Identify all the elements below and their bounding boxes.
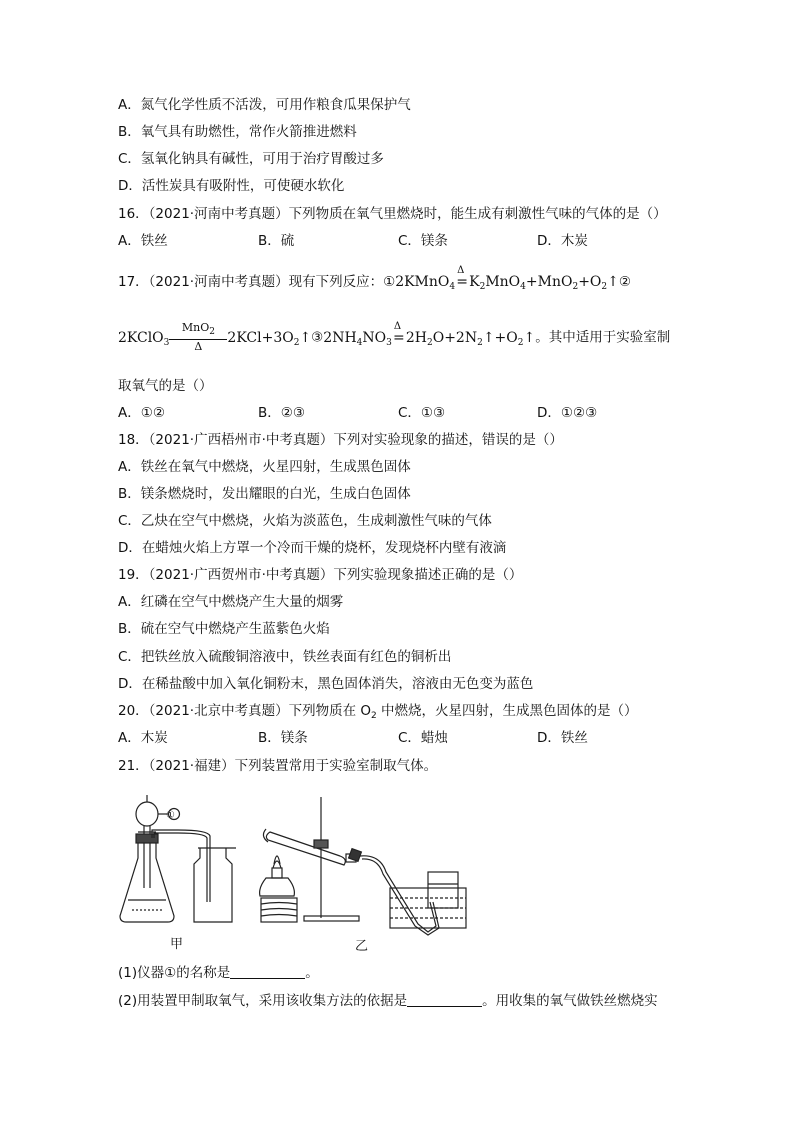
q15-option-d: D．活性炭具有吸附性，可使硬水软化: [118, 178, 345, 194]
test-tube: [266, 832, 345, 865]
gas-collection-bottle: [194, 848, 232, 922]
q17-r1-cond: Δ =: [455, 273, 469, 291]
q17-r2-products: 2KCl+3O: [227, 329, 294, 346]
q17-stem-start: 17．（2021·河南中考真题）现有下列反应：: [118, 274, 384, 290]
q21-sub2-text: (2)用装置甲制取氧气，采用该收集方法的依据是: [118, 993, 408, 1009]
q21-sub1: [118, 964, 319, 982]
q17-r2-cat-top: MnO: [181, 321, 210, 334]
q17-r2-prefix: ②: [618, 274, 631, 290]
q17-stem-line1: [118, 265, 631, 296]
q21-stem: 21．（2021·福建）下列装置常用于实验室制取气体。: [118, 758, 438, 774]
rubber-stopper: [136, 834, 158, 843]
q17-option-a: A．①②: [118, 405, 165, 421]
q17-reaction-1: 2KMnO$_4$ Δ $=K_2MnO_4+MnO_2+O_2↑$: [395, 274, 619, 290]
q16-option-a: A．铁丝: [118, 233, 168, 249]
q17-stem-end: 。其中适用于实验室制: [535, 329, 671, 346]
q17-r3-prefix: ③: [311, 329, 324, 346]
apparatus-figure: [118, 792, 658, 942]
q16-stem: 16．（2021·河南中考真题）下列物质在氧气里燃烧时，能生成有刺激性气味的气体的是（）: [118, 206, 667, 222]
q17-option-b: B．②③: [258, 405, 305, 421]
q17-r3-cond: Δ =: [392, 329, 406, 347]
q17-option-c: C．①③: [398, 405, 446, 421]
q18-option-a: A．铁丝在氧气中燃烧，火星四射，生成黑色固体: [118, 459, 411, 475]
q15-option-b: B．氧气具有助燃性，常作火箭推进燃料: [118, 124, 357, 140]
q17-reaction-3: $2NH_4NO_3$ Δ $=2H_2O+2N_2↑+O_2↑$: [323, 330, 535, 346]
q20-stem-a: 20．（2021·北京中考真题）下列物质在 O: [118, 703, 371, 719]
q21-sub2: [118, 992, 658, 1010]
q17-r3-reactant: 2NH: [323, 329, 357, 346]
q20-option-c: C．蜡烛: [398, 730, 448, 746]
q17-r1-products: K: [469, 274, 480, 290]
q17-r3-products: 2H: [405, 329, 427, 346]
q20-stem: 20．（2021·北京中考真题）下列物质在 $O_2$ 中燃烧，火星四射，生成黑色固体的是（）: [118, 703, 638, 721]
q18-option-d: D．在蜡烛火焰上方罩一个冷而干燥的烧杯，发现烧杯内壁有液滴: [118, 540, 507, 556]
q16-option-c: C．镁条: [398, 233, 448, 249]
q17-r2-cat-bottom: Δ: [194, 340, 203, 353]
q21-sub2-end: 。用收集的氧气做铁丝燃烧实: [482, 993, 658, 1009]
q20-stem-b: 中燃烧，火星四射，生成黑色固体的是（）: [381, 703, 638, 719]
q19-stem: 19．（2021·广西贺州市·中考真题）下列实验现象描述正确的是（）: [118, 567, 523, 583]
q18-stem: 18．（2021·广西梧州市·中考真题）下列对实验现象的描述，错误的是（）: [118, 432, 563, 448]
q20-option-b: B．镁条: [258, 730, 308, 746]
q17-r3-cond-text: Δ: [393, 320, 402, 332]
conical-flask: [120, 843, 174, 922]
q20-option-a: A．木炭: [118, 730, 168, 746]
q17-r1-reactant: 2KMnO: [395, 274, 450, 290]
figure-label-yi: 乙: [355, 939, 369, 954]
q16-option-d: D．木炭: [537, 233, 588, 249]
q18-option-c: C．乙炔在空气中燃烧，火焰为淡蓝色，生成刺激性气味的气体: [118, 513, 492, 529]
q19-option-a: A．红磷在空气中燃烧产生大量的烟雾: [118, 594, 344, 610]
q21-sub1-text: (1)仪器①的名称是: [118, 965, 231, 981]
q19-option-c: C．把铁丝放入硫酸铜溶液中，铁丝表面有红色的铜析出: [118, 649, 452, 665]
q15-option-c: C．氢氧化钠具有碱性，可用于治疗胃酸过多: [118, 151, 384, 167]
answer-blank-1[interactable]: [230, 964, 305, 979]
q17-r2-reactant: 2KClO: [118, 329, 164, 346]
q15-option-a: A．氮气化学性质不活泼，可用作粮食瓜果保护气: [118, 97, 411, 113]
q16-option-b: B．硫: [258, 233, 295, 249]
inverted-gas-jar: [428, 872, 458, 908]
q17-stem-line2: [118, 322, 670, 353]
figure-label-jia: 甲: [170, 937, 184, 952]
q18-option-b: B．镁条燃烧时，发出耀眼的白光，生成白色固体: [118, 486, 411, 502]
q17-r1-cond-text: Δ: [457, 265, 465, 276]
q17-stem-cont: 取氧气的是（）: [118, 378, 213, 394]
marker-circled-1: ①: [166, 810, 175, 821]
wooden-block: [261, 898, 297, 922]
q19-option-d: D．在稀盐酸中加入氧化铜粉末，黑色固体消失，溶液由无色变为蓝色: [118, 676, 534, 692]
q17-option-d: D．①②③: [537, 405, 598, 421]
q20-option-d: D．铁丝: [537, 730, 588, 746]
q17-reaction-2: 2KClO$_3$ $\frac{MnO_2}{\Delta}$ $2KCl+3O_2↑$: [118, 321, 312, 353]
separatory-funnel: [136, 802, 158, 826]
q21-sub1-end: 。: [305, 965, 319, 981]
q17-r1-prefix: ①: [383, 274, 396, 290]
q17-r2-catalyst: $\frac{MnO_2}{\Delta}$: [169, 322, 227, 353]
answer-blank-2[interactable]: [407, 992, 482, 1007]
alcohol-lamp: [260, 878, 295, 896]
q19-option-b: B．硫在空气中燃烧产生蓝紫色火焰: [118, 621, 330, 637]
